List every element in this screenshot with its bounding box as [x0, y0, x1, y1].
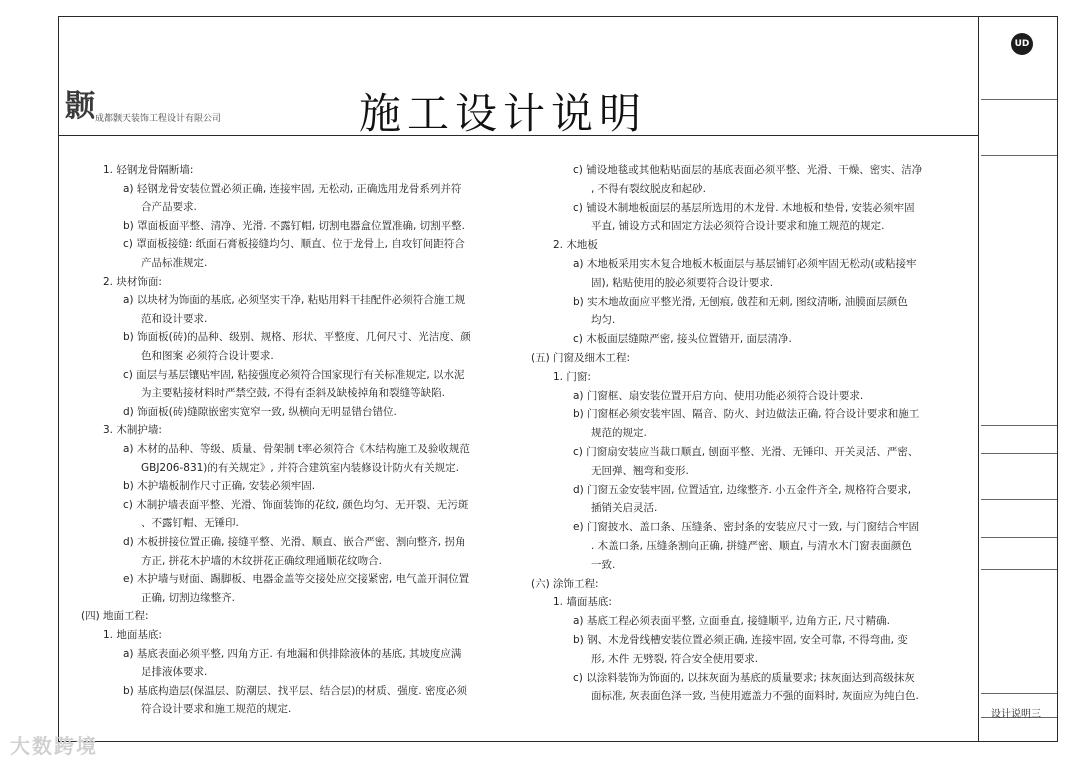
title-block-rule	[981, 537, 1057, 538]
text-line: 均匀.	[591, 314, 616, 327]
title-block	[981, 17, 1057, 741]
text-line: a) 基底工程必须表面平整, 立面垂直, 接缝顺平, 边角方正, 尺寸精确.	[573, 615, 890, 628]
text-line: 2. 块材饰面:	[103, 275, 162, 288]
title-block-rule	[981, 569, 1057, 570]
text-line: 为主要粘接材料时严禁空鼓, 不得有歪斜及缺棱掉角和裂缝等缺陷.	[141, 387, 446, 400]
text-line: b) 基底构造层(保温层、防潮层、找平层、结合层)的材质、强度. 密度必须	[123, 684, 467, 697]
text-line: c) 铺设木制地板面层的基层所选用的木龙骨. 木地板和垫骨, 安装必须牢固	[573, 201, 915, 214]
text-line: e) 木护墙与财面、踢脚板、电器金盖等交接处应交接紧密, 电气盖开洞位置	[123, 573, 470, 586]
text-line: d) 门窗五金安装牢固, 位置适宜, 边缘整齐. 小五金件齐全, 规格符合要求,	[573, 483, 912, 496]
text-line: (五) 门窗及细木工程:	[531, 352, 631, 364]
title-block-rule	[981, 155, 1057, 156]
text-line: 3. 木制护墙:	[103, 424, 162, 437]
drawing-name: 设计说明三	[991, 709, 1041, 720]
text-line: 1. 轻钢龙骨隔断墙:	[103, 164, 194, 176]
text-line: a) 木材的品种、等级、质量、骨架制 t率必须符合《木结构施工及验收规范	[123, 443, 470, 455]
text-line: b) 饰面板(砖)的品种、级别、规格、形状、平整度、几何尺寸、光洁度、颜	[123, 331, 471, 344]
text-line: d) 饰面板(砖)缝隙嵌密实宽窄一致, 纵横向无明显错台错位.	[123, 405, 397, 418]
text-line: e) 门窗披水、盖口条、压缝条、密封条的安装应尺寸一致, 与门窗结合牢固	[573, 521, 920, 534]
company-logo: 颢	[65, 89, 93, 124]
text-line: c) 铺设地毯或其他粘贴面层的基底表面必须平整、光滑、干燥、密实、洁净	[573, 164, 923, 176]
text-line: 2. 木地板	[553, 239, 598, 252]
watermark: 大数跨境	[10, 734, 98, 758]
text-line: 合产品要求.	[141, 201, 197, 214]
text-line: 面标准, 灰表面色泽一致, 当使用遮盖力不强的面料时, 灰面应为纯白色.	[591, 690, 919, 703]
text-line: GBJ206-831)的有关规定》, 并符合建筑室内装修设计防火有关规定.	[141, 461, 459, 474]
text-line: c) 以涂料装饰为饰面的, 以抹灰面为基底的质量要求; 抹灰面达到高级抹灰	[573, 671, 915, 684]
text-line: b) 门窗框必须安装牢固、隔音、防火、封边做法正确, 符合设计要求和施工	[573, 408, 920, 421]
text-line: 正确, 切割边缘整齐.	[141, 591, 236, 604]
text-line: 插销关启灵活.	[591, 502, 658, 515]
drawing-sheet	[58, 16, 1058, 742]
right-text-column	[59, 17, 979, 737]
text-line: 1. 地面基底:	[103, 629, 162, 641]
text-line: a) 基底表面必须平整, 四角方正. 有地漏和供排除液体的基底, 其坡度应满	[123, 647, 462, 660]
text-line: 1. 门窗:	[553, 370, 591, 383]
text-line: 固), 粘贴使用的胶必须要符合设计要求.	[591, 276, 774, 289]
text-line: a) 木地板采用实木复合地板木板面层与基层铺钉必须牢固无松动(或粘接牢	[573, 258, 917, 270]
text-line: 符合设计要求和施工规范的规定.	[141, 703, 292, 716]
text-line: c) 木板面层缝隙严密, 接头位置错开, 面层清净.	[573, 333, 792, 346]
text-line: b) 木护墙板制作尺寸正确, 安装必须牢固.	[123, 480, 316, 493]
text-line: b) 实木地故面应平整光滑, 无刨痕, 戗茬和无刺, 图纹清晰, 油膜面层颜色	[573, 295, 908, 308]
text-line: a) 以块材为饰面的基底, 必须坚实干净, 粘贴用料干挂配件必须符合施工规	[123, 294, 466, 307]
company-name: 成都颢天装饰工程设计有限公司	[95, 114, 222, 124]
text-line: (六) 涂饰工程:	[531, 577, 599, 590]
text-line: 、不露钉帽、无锤印.	[141, 517, 239, 530]
drawing-frame	[59, 17, 979, 741]
text-line: c) 面层与基层镶贴牢固, 粘接强度必须符合国家现行有关标准规定, 以水泥	[123, 368, 465, 381]
text-line: 色和图案 必须符合设计要求.	[141, 350, 274, 362]
text-line: , 不得有裂纹脱皮和起砂.	[591, 182, 707, 195]
text-line: 足排液体要求.	[141, 666, 208, 679]
title-block-rule	[981, 693, 1057, 694]
title-block-rule	[981, 453, 1057, 454]
text-line: d) 木板拼接位置正确, 接缝平整、光滑、顺直、嵌合严密、割向整齐, 拐角	[123, 536, 466, 548]
text-line: b) 罩面板面平整、清净、光滑. 不露钉帽, 切割电器盒位置准确, 切割平整.	[123, 219, 465, 232]
text-line: c) 门窗扇安装应当裁口顺直, 刨面平整、光滑、无锤印、开关灵活、严密、	[573, 446, 919, 458]
design-stamp: UD	[1011, 33, 1033, 55]
text-line: b) 钢、木龙骨线槽安装位置必须正确, 连接牢固, 安全可靠, 不得弯曲, 变	[573, 634, 908, 646]
text-line: c) 木制护墙表面平整、光滑、饰面装饰的花纹, 颜色均匀、无开裂、无污斑	[123, 498, 469, 511]
text-line: 规范的规定.	[591, 427, 647, 440]
page-title: 施工设计说明	[359, 89, 648, 138]
text-line: 平直, 铺设方式和固定方法必须符合设计要求和施工规范的规定.	[591, 220, 885, 233]
text-line: 范和设计要求.	[141, 312, 208, 325]
title-block-rule	[981, 425, 1057, 426]
text-line: (四) 地面工程:	[81, 610, 149, 623]
text-line: 产品标准规定.	[141, 257, 208, 269]
text-line: 方正, 拼花木护墙的木纹拼花正确纹理通顺花纹吻合.	[141, 554, 383, 567]
text-line: 1. 墙面基底:	[553, 596, 612, 609]
text-line: a) 轻钢龙骨安装位置必须正确, 连接牢固, 无松动, 正确选用龙骨系列并符	[123, 182, 462, 195]
title-block-rule	[981, 499, 1057, 500]
text-line: 形, 木件 无劈裂, 符合安全使用要求.	[591, 652, 759, 665]
title-block-rule	[981, 99, 1057, 100]
text-line: c) 罩面板接缝: 纸面石膏板接缝均匀、顺直、位于龙骨上, 自攻钉间距符合	[123, 238, 465, 251]
text-line: . 木盖口条, 压缝条割向正确, 拼缝严密、顺直, 与清水木门窗表面颜色	[591, 540, 912, 552]
text-line: 无回弹、翘弯和变形.	[591, 464, 689, 477]
text-line: a) 门窗框、扇安装位置开启方向、使用功能必须符合设计要求.	[573, 389, 864, 402]
text-line: 一致.	[591, 558, 616, 571]
